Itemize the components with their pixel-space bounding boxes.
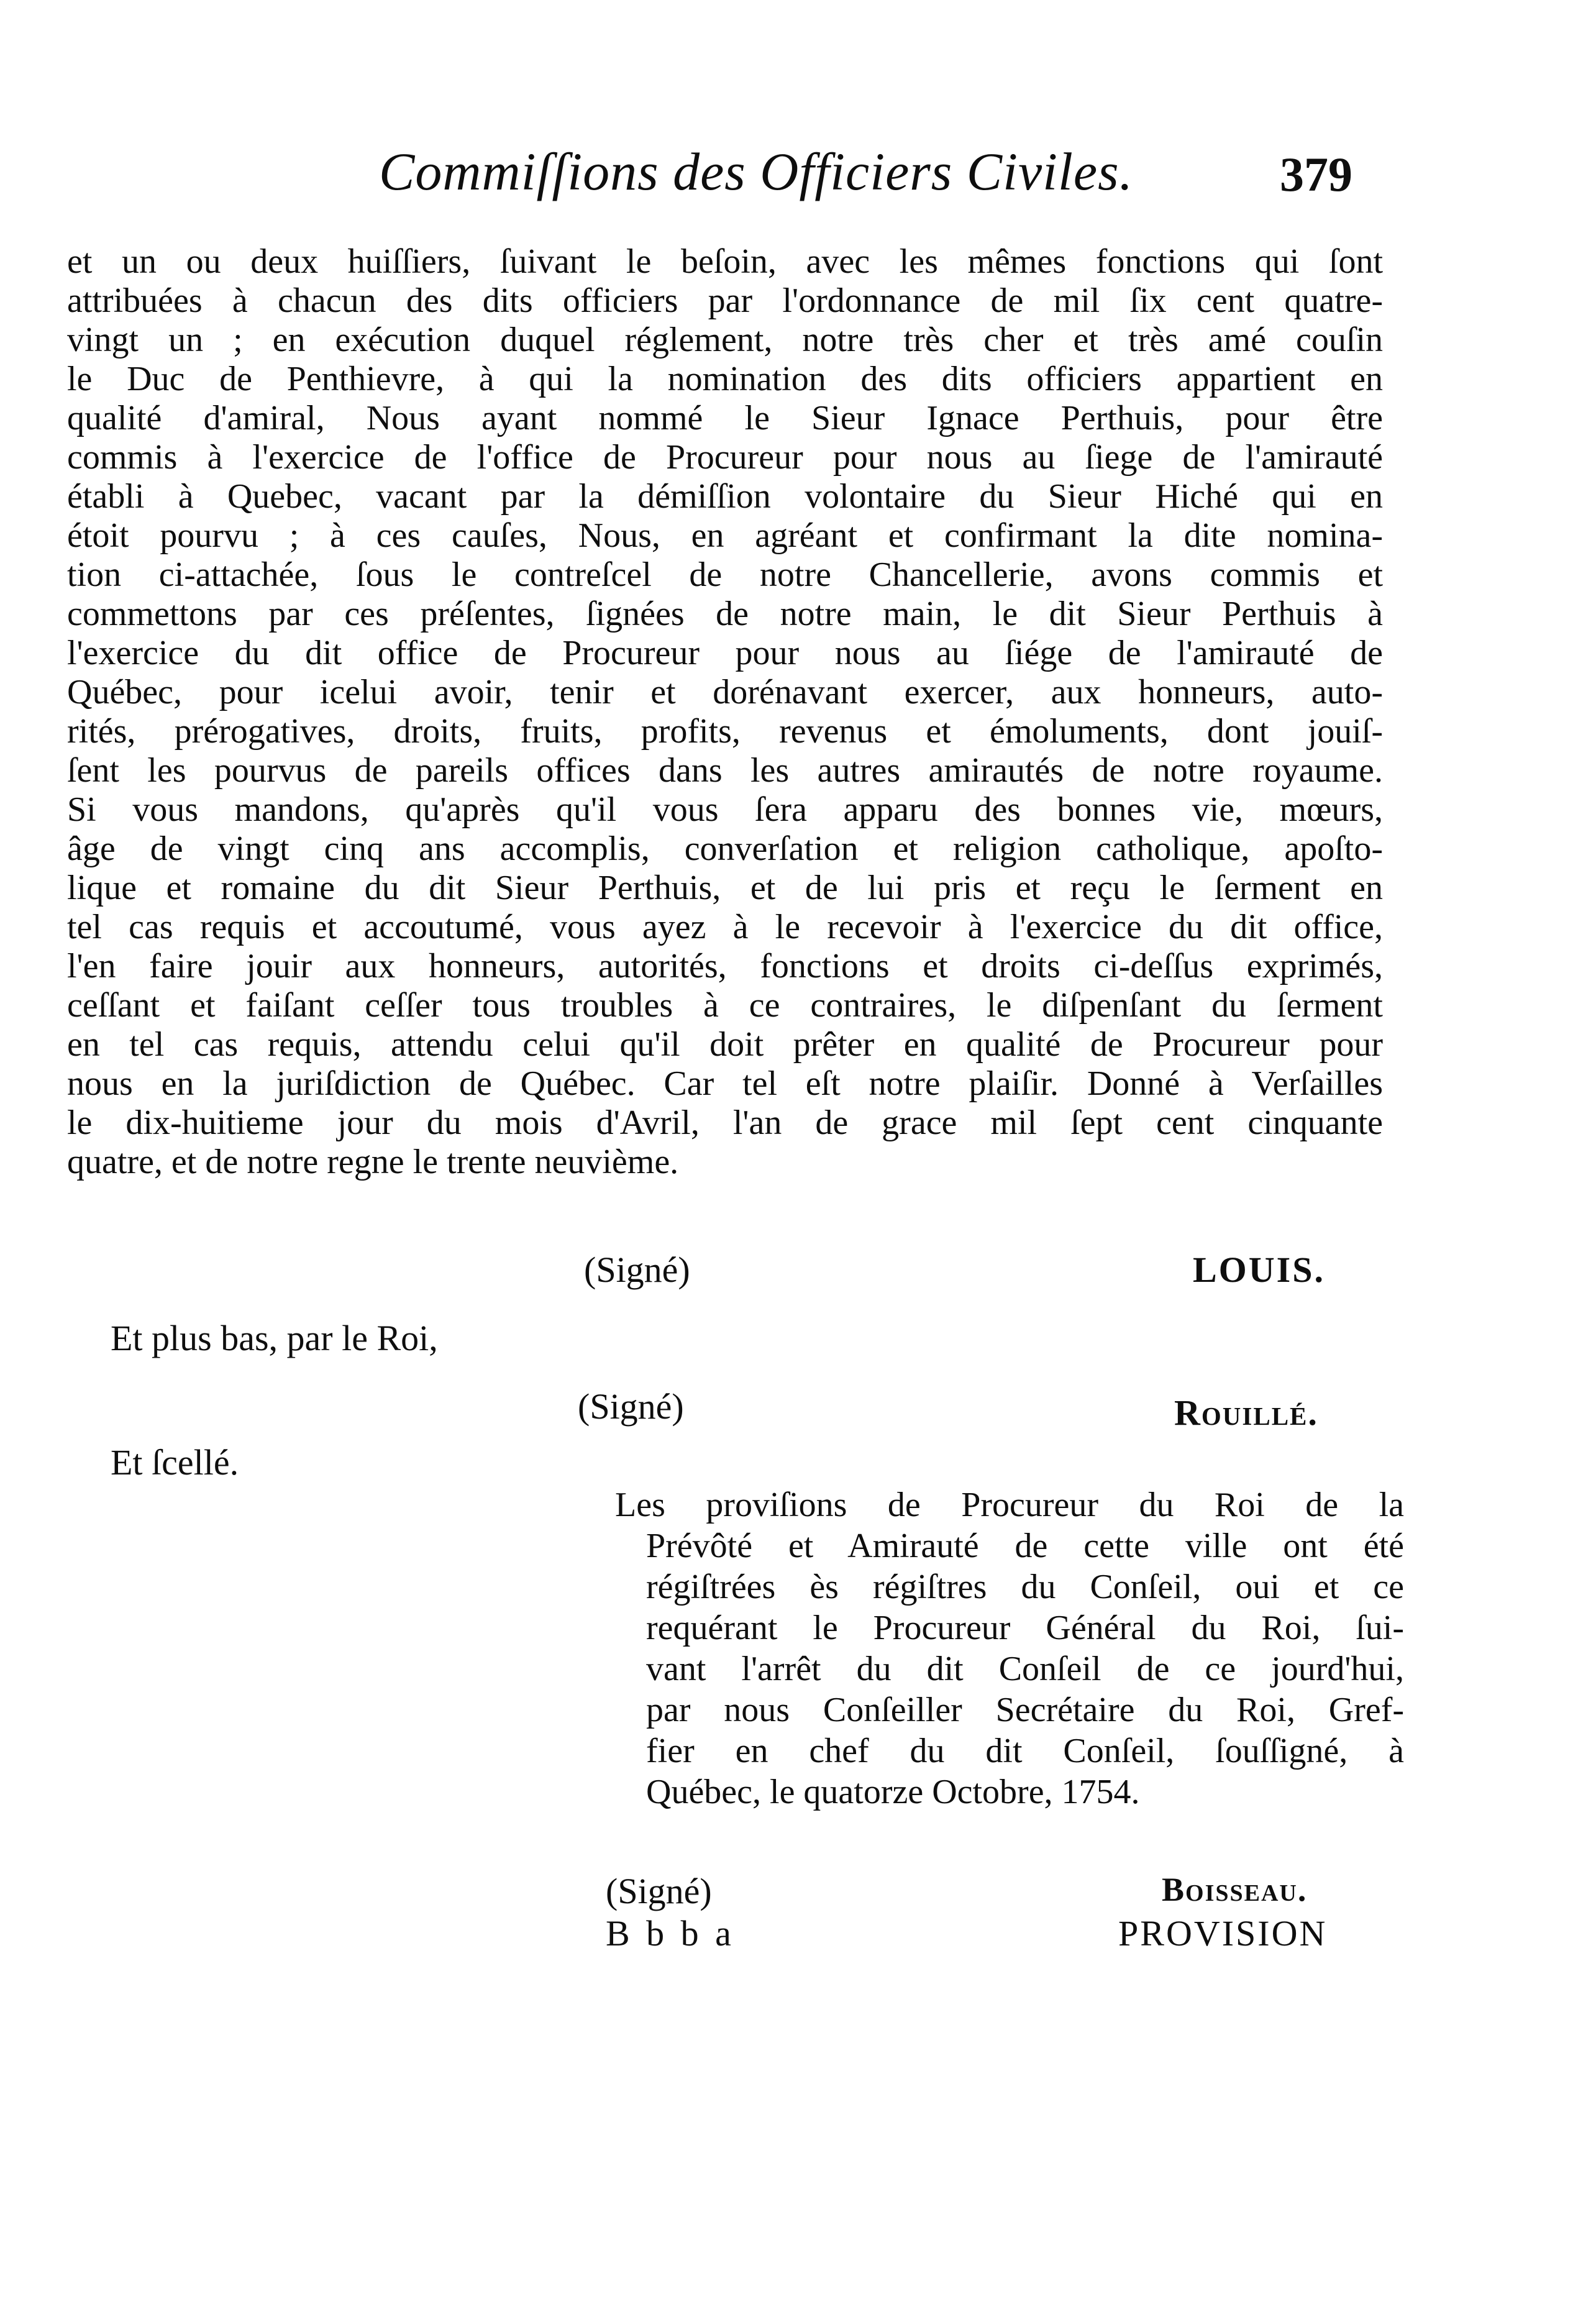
signature-mark: B b b a <box>606 1913 735 1954</box>
sealed-label: Et ſcellé. <box>111 1442 239 1483</box>
body-line: nous en la juriſdiction de Québec. Car tel eſt notre plaiſir. Donné à Verſailles <box>67 1064 1383 1103</box>
body-line: attribuées à chacun des dits officiers par l'ordonnance de mil ſix cent quatre- <box>67 281 1383 320</box>
note-line: fier en chef du dit Conſeil, ſouſſigné, à <box>646 1732 1404 1770</box>
body-line: rités, prérogatives, droits, fruits, profits, revenus et émoluments, dont jouiſ- <box>67 712 1383 751</box>
note-line: vant l'arrêt du dit Conſeil de ce jourd'hui, <box>646 1650 1404 1688</box>
clerk-signature: Boisseau. <box>1162 1871 1308 1908</box>
minister-signature: Rouillé. <box>1174 1392 1318 1433</box>
king-signature: LOUIS. <box>1193 1250 1326 1290</box>
note-line: Les proviſions de Procureur du Roi de la <box>615 1486 1404 1524</box>
note-line: régiſtrées ès régiſtres du Conſeil, oui et ce <box>646 1568 1404 1606</box>
body-line: l'en faire jouir aux honneurs, autorités, fonctions et droits ci-deſſus exprimés, <box>67 947 1383 985</box>
body-line: et un ou deux huiſſiers, ſuivant le beſoin, avec les mêmes fonctions qui ſont <box>67 242 1383 281</box>
body-line: ceſſant et faiſant ceſſer tous troubles à ce contraires, le diſpenſant du ſerment <box>67 986 1383 1025</box>
body-line: établi à Quebec, vacant par la démiſſion volontaire du Sieur Hiché qui en <box>67 477 1383 516</box>
note-line: requérant le Procureur Général du Roi, ſui- <box>646 1609 1404 1647</box>
body-line: tion ci-attachée, ſous le contreſcel de notre Chancellerie, avons commis et <box>67 555 1383 594</box>
body-line: tel cas requis et accoutumé, vous ayez à le recevoir à l'exercice du dit office, <box>67 908 1383 946</box>
body-line: Québec, pour icelui avoir, tenir et dorénavant exercer, aux honneurs, auto- <box>67 673 1383 711</box>
page-number: 379 <box>1280 147 1352 201</box>
note-line: par nous Conſeiller Secrétaire du Roi, Gref- <box>646 1691 1404 1729</box>
body-line: le dix-huitieme jour du mois d'Avril, l'an de grace mil ſept cent cinquante <box>67 1104 1383 1142</box>
body-line: quatre, et de notre regne le trente neuvième. <box>67 1143 679 1181</box>
body-line: vingt un ; en exécution duquel réglement, notre très cher et très amé couſin <box>67 321 1383 359</box>
body-line: qualité d'amiral, Nous ayant nommé le Sieur Ignace Perthuis, pour être <box>67 399 1383 437</box>
body-line: étoit pourvu ; à ces cauſes, Nous, en agréant et confirmant la dite nomina- <box>67 516 1383 555</box>
body-line: le Duc de Penthievre, à qui la nomination des dits officiers appartient en <box>67 360 1383 398</box>
signe-label: (Signé) <box>584 1250 690 1290</box>
signe-label: (Signé) <box>606 1871 712 1911</box>
body-line: commis à l'exercice de l'office de Procureur pour nous au ſiege de l'amirauté <box>67 438 1383 477</box>
body-line: en tel cas requis, attendu celui qu'il doit prêter en qualité de Procureur pour <box>67 1025 1383 1064</box>
body-line: l'exercice du dit office de Procureur pour nous au ſiége de l'amirauté de <box>67 634 1383 672</box>
catchword: PROVISION <box>1118 1913 1328 1954</box>
body-line: Si vous mandons, qu'après qu'il vous ſera apparu des bonnes vie, mœurs, <box>67 790 1383 829</box>
note-line: Prévôté et Amirauté de cette ville ont été <box>646 1527 1404 1565</box>
body-line: lique et romaine du dit Sieur Perthuis, et de lui pris et reçu le ſerment en <box>67 869 1383 907</box>
signe-label: (Signé) <box>578 1386 684 1427</box>
countersign-label: Et plus bas, par le Roi, <box>111 1318 438 1358</box>
running-title: Commiſſions des Officiers Civiles. <box>379 142 1134 201</box>
note-line: Québec, le quatorze Octobre, 1754. <box>646 1773 1140 1811</box>
body-line: commettons par ces préſentes, ſignées de notre main, le dit Sieur Perthuis à <box>67 595 1383 633</box>
body-line: ſent les pourvus de pareils offices dans les autres amirautés de notre royaume. <box>67 751 1383 790</box>
body-line: âge de vingt cinq ans accomplis, converſation et religion catholique, apoſto- <box>67 830 1383 868</box>
